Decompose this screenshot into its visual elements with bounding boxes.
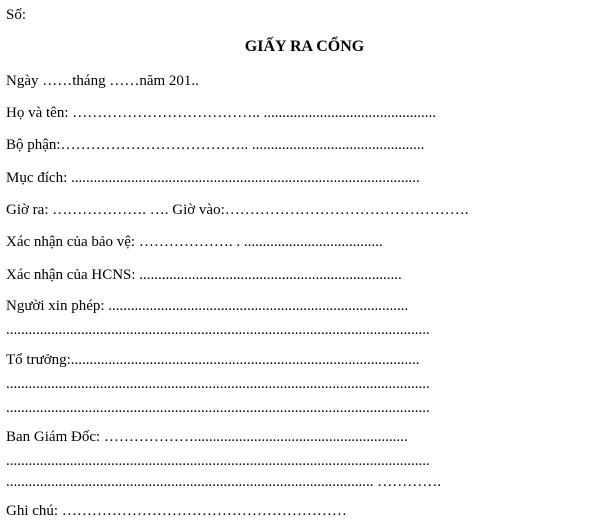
date-line: Ngày ……tháng ……năm 201.. bbox=[6, 73, 199, 89]
team-leader-continuation-line-2: ................................................................................................................. bbox=[6, 400, 430, 416]
requester-line: Người xin phép: ................................................................................ bbox=[6, 298, 409, 314]
board-of-directors-continuation-line-2: .................................................................................................. …………. bbox=[6, 474, 441, 490]
document-number-label: Số: bbox=[6, 7, 27, 23]
purpose-line: Mục đích: ............................................................................................. bbox=[6, 170, 420, 186]
department-line: Bộ phận:……………………………….. .............................................. bbox=[6, 137, 425, 153]
requester-continuation-line: ................................................................................................................. bbox=[6, 322, 430, 338]
board-of-directors-continuation-line-1: ................................................................................................................. bbox=[6, 453, 430, 469]
board-of-directors-line: Ban Giám Đốc: ………………......................................................... bbox=[6, 429, 408, 445]
team-leader-continuation-line-1: ................................................................................................................. bbox=[6, 376, 430, 392]
notes-line: Ghi chú: ………………………………………………… bbox=[6, 503, 347, 519]
full-name-line: Họ và tên: ……………………………….. .............................................. bbox=[6, 105, 436, 121]
form-title: GIẤY RA CỔNG bbox=[244, 38, 365, 55]
team-leader-line: Tổ trưởng:............................................................................................. bbox=[6, 352, 420, 368]
time-out-in-line: Giờ ra: ………………. …. Giờ vào:…………………………………………. bbox=[6, 202, 469, 218]
security-confirmation-line: Xác nhận của bảo vệ: ………………. . ..................................... bbox=[6, 234, 383, 250]
hr-confirmation-line: Xác nhận của HCNS: ...................................................................... bbox=[6, 267, 402, 283]
